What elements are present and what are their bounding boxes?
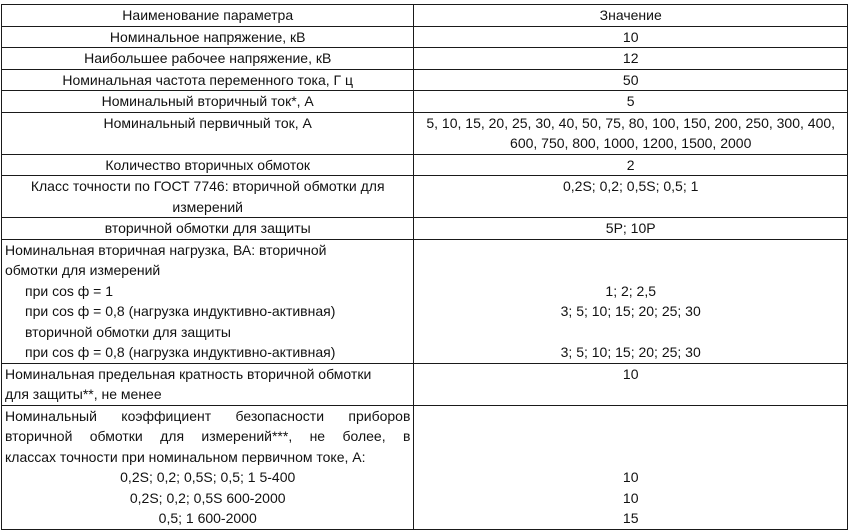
label-line: измерений [172,198,243,215]
table-row [2,154,848,176]
header-param: Наименование параметра [2,5,414,27]
row-value [414,112,848,154]
row-value [414,239,848,363]
row-label: Количество вторичных обмоток [2,154,414,176]
row-label [2,405,414,529]
row-value: 10 [414,26,848,48]
row-value: 12 [414,48,848,70]
sub-value: 3; 5; 10; 15; 20; 25; 30 [560,344,701,360]
sub-label: при cos ф = 1 [25,282,114,299]
value-line: 600, 750, 800, 1000, 1200, 1500, 2000 [510,135,752,151]
table-row [2,405,848,529]
table-row [2,239,848,363]
table-row [2,112,848,154]
table-row [2,48,848,70]
label-line: классах точности при номинальном первичном токе, А: [5,448,366,465]
row-value: 5 [414,91,848,113]
row-value: 50 [414,69,848,91]
label-line: обмотки для измерений [5,262,161,278]
row-label: Номинальный вторичный ток*, А [2,91,414,113]
table-row [2,91,848,113]
parameters-table [1,4,848,530]
sub-value: 10 [622,469,639,485]
sub-value: 3; 5; 10; 15; 20; 25; 30 [560,303,701,319]
label-line: для защиты**, не менее [5,386,162,402]
row-value: 5P; 10P [414,218,848,240]
row-value: 10 [414,363,848,405]
sub-value: 1; 2; 2,5 [605,282,656,299]
row-label [2,239,414,363]
label-line: вторичной обмотки для измерений***, не более, в [5,428,411,444]
sub-label: при cos ф = 0,8 (нагрузка индуктивно-активная) [25,303,336,319]
table-row [2,69,848,91]
row-label: Номинальная частота переменного тока, Г ц [2,69,414,91]
table-row [2,26,848,48]
label-line: Номинальный коэффициент безопасности приборов [5,407,411,424]
label-line: Номинальная вторичная нагрузка, ВА: вторичной [5,241,327,258]
sub-value: 15 [622,510,639,526]
row-value: 2 [414,154,848,176]
sub-value: 10 [622,489,639,506]
label-line: Класс точности по ГОСТ 7746: вторичной обмотки для [30,178,385,194]
label-line: Номинальная предельная кратность вторичной обмотки [5,365,372,382]
header-value: Значение [414,5,848,27]
table-row [2,218,848,240]
row-value: 0,2S; 0,2; 0,5S; 0,5; 1 [414,176,848,218]
row-label [2,176,414,218]
sub-label: 0,5; 1 600-2000 [158,510,257,526]
value-line: 5, 10, 15, 20, 25, 30, 40, 50, 75, 80, 100, 150, 200, 250, 300, 400, [426,114,836,131]
row-label: Наибольшее рабочее напряжение, кВ [2,48,414,70]
sub-label: 0,2S; 0,2; 0,5S 600-2000 [129,489,286,506]
table-row [2,176,848,218]
sub-label: вторичной обмотки для защиты [25,323,231,340]
row-label: вторичной обмотки для защиты [2,218,414,240]
row-label [2,363,414,405]
row-value [414,405,848,529]
row-label: Номинальное напряжение, кВ [2,26,414,48]
table-row [2,363,848,405]
sub-label: 0,2S; 0,2; 0,5S; 0,5; 1 5-400 [120,469,296,485]
row-label: Номинальный первичный ток, А [2,112,414,154]
table-header-row [2,5,848,27]
sub-label: при cos ф = 0,8 (нагрузка индуктивно-активная) [25,344,336,360]
